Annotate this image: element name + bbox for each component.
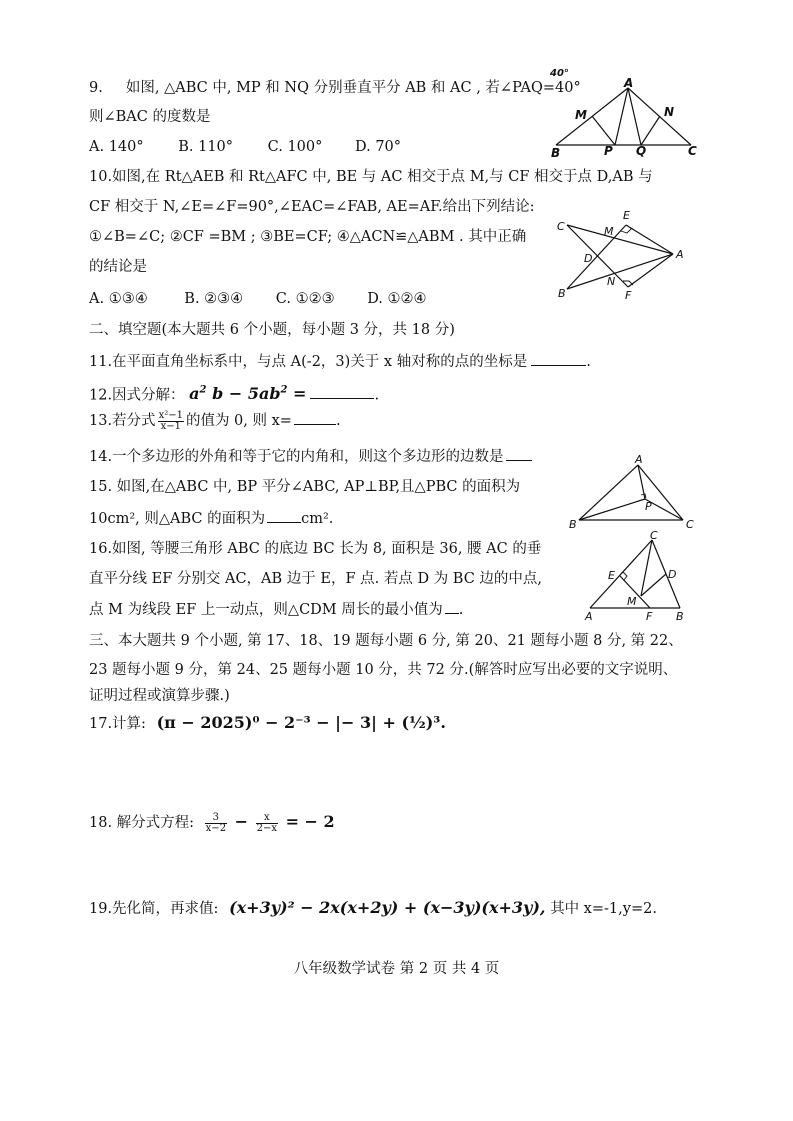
q13-line <box>89 410 341 432</box>
q15-answer-blank[interactable] <box>267 508 301 523</box>
q16-line3 <box>89 599 463 620</box>
q12-expr-a: a <box>189 384 200 404</box>
q12-expr-sup2: 2 <box>280 385 288 396</box>
q9-text: 如图, △ABC 中, MP 和 NQ 分别垂直平分 AB 和 AC , 若∠PAQ=40° <box>125 80 581 96</box>
q16-label-f: F <box>646 610 653 623</box>
q18-text: 18. 解分式方程: <box>89 815 195 831</box>
q9-option-b: B. 110° <box>178 139 234 155</box>
q11-line <box>89 351 591 372</box>
q12-expr-b: b − 5ab <box>206 384 281 404</box>
q12-answer-blank[interactable] <box>310 384 374 399</box>
q16-label-e: E <box>608 569 615 582</box>
q9-label-m: M <box>575 108 587 122</box>
q16-line1: 16.如图, 等腰三角形 ABC 的底边 BC 长为 8, 面积是 36, 腰 AC 的垂 <box>89 541 542 557</box>
section-3-line3: 证明过程或演算步骤.) <box>89 688 230 704</box>
q9-label-q: Q <box>636 144 647 158</box>
q10-line4: 的结论是 <box>89 259 147 275</box>
q10-label-f: F <box>625 289 632 302</box>
q16-label-a: A <box>585 610 593 623</box>
q15-label-a: A <box>635 453 643 466</box>
q18-rhs: = − 2 <box>280 812 335 831</box>
q16-label-c: C <box>650 529 658 542</box>
page-footer: 八年级数学试卷 第 2 页 共 4 页 <box>293 961 500 977</box>
q17-text: 17.计算: <box>89 716 146 732</box>
q15-figure <box>565 455 700 535</box>
section-2-heading: 二、填空题(本大题共 6 个小题，每小题 3 分，共 18 分) <box>89 322 455 338</box>
q14-line <box>89 446 532 467</box>
q10-options <box>89 289 427 309</box>
q10-line1: 10.如图,在 Rt△AEB 和 Rt△AFC 中, BE 与 AC 相交于点 M,与 CF 相交于点 D,AB 与 <box>89 169 653 185</box>
q18-line <box>89 812 335 834</box>
q10-option-b: B. ②③④ <box>184 291 244 307</box>
q11-end: . <box>586 354 591 370</box>
q15-label-c: C <box>686 518 694 531</box>
q10-label-c: C <box>557 220 565 233</box>
q10-option-c: C. ①②③ <box>275 291 335 307</box>
q15-label-p: P <box>645 500 652 513</box>
q9-line1 <box>89 78 581 98</box>
q18-f1-numerator: 3 <box>205 813 227 824</box>
q9-figure <box>548 68 698 160</box>
q15-text: 10cm², 则△ABC 的面积为 <box>89 511 266 527</box>
q16-label-m: M <box>627 595 637 608</box>
q17-expression: (π − 2025)⁰ − 2⁻³ − |− 3| + (½)³. <box>156 713 446 732</box>
q15-line2 <box>89 508 333 529</box>
section-3-line1: 三、本大题共 9 个小题, 第 17、18、19 题每小题 6 分, 第 20、21 题每小题 8 分, 第 22、 <box>89 633 683 649</box>
q14-text: 14.一个多边形的外角和等于它的内角和，则这个多边形的边数是 <box>89 449 504 465</box>
q15-label-b: B <box>569 518 577 531</box>
q19-expression: (x+3y)² − 2x(x+2y) + (x−3y)(x+3y), <box>229 898 546 917</box>
q10-label-d: D <box>584 252 593 265</box>
q9-option-a: A. 140° <box>89 139 144 155</box>
q18-f1-denominator: x−2 <box>205 822 227 834</box>
q18-fraction-1 <box>205 813 227 834</box>
q12-expr-sup1: 2 <box>199 385 207 396</box>
q18-minus: − <box>229 812 254 831</box>
q9-options <box>89 137 401 157</box>
q11-answer-blank[interactable] <box>531 351 586 366</box>
q13-answer-blank[interactable] <box>294 410 336 425</box>
q9-number: 9. <box>89 80 103 96</box>
q16-end: . <box>458 602 464 618</box>
q19-tail: 其中 x=-1,y=2. <box>550 901 657 917</box>
q16-label-d: D <box>668 568 677 581</box>
q16-text: 点 M 为线段 EF 上一动点，则△CDM 周长的最小值为 <box>89 602 443 618</box>
q10-figure <box>553 205 693 305</box>
q9-label-b: B <box>551 146 561 160</box>
q10-label-b: B <box>558 287 566 300</box>
q18-f2-numerator: x <box>256 813 278 824</box>
q12-text: 12.因式分解： <box>89 387 185 404</box>
q13-text2: 的值为 0, 则 x= <box>185 413 292 429</box>
q10-line3: ①∠B=∠C; ②CF =BM ; ③BE=CF; ④△ACN≌△ABM . 其中正确 <box>89 229 527 245</box>
q15-line1: 15. 如图,在△ABC 中, BP 平分∠ABC, AP⊥BP,且△PBC 的面积为 <box>89 479 521 495</box>
q10-label-e: E <box>623 209 630 222</box>
q9-line2: 则∠BAC 的度数是 <box>89 109 211 125</box>
q9-label-a: A <box>624 76 634 90</box>
q13-end: . <box>335 413 341 429</box>
q10-option-a: A. ①③④ <box>89 291 148 307</box>
q12-line <box>89 381 379 405</box>
q9-label-angle: 40° <box>550 68 569 79</box>
q9-label-c: C <box>688 144 697 158</box>
q16-answer-blank[interactable] <box>445 599 459 614</box>
q13-fraction <box>158 411 184 432</box>
q16-line2: 直平分线 EF 分别交 AC，AB 边于 E，F 点. 若点 D 为 BC 边的中点, <box>89 571 543 587</box>
q18-f2-denominator: 2−x <box>256 822 277 834</box>
q12-end: . <box>374 387 380 404</box>
q13-denominator: x−1 <box>160 420 181 432</box>
q15-unit: cm². <box>301 511 334 527</box>
q9-label-p: P <box>604 144 613 158</box>
q10-label-n: N <box>607 275 616 288</box>
section-3-line2: 23 题每小题 9 分，第 24、25 题每小题 10 分，共 72 分.(解答时应写出必要的文字说明、 <box>89 662 678 678</box>
q9-option-d: D. 70° <box>355 139 402 155</box>
q12-expr-eq: = <box>287 384 307 404</box>
q18-fraction-2 <box>256 813 278 834</box>
q10-label-m: M <box>604 225 614 238</box>
q9-option-c: C. 100° <box>267 139 323 155</box>
q16-figure <box>580 530 700 625</box>
q10-option-d: D. ①②④ <box>367 291 427 307</box>
q13-numerator: x²−1 <box>158 409 183 421</box>
q16-label-b: B <box>676 610 684 623</box>
q11-text: 11.在平面直角坐标系中，与点 A(-2，3)关于 x 轴对称的点的坐标是 <box>89 354 528 370</box>
q14-answer-blank[interactable] <box>506 446 532 461</box>
q17-line <box>89 713 446 734</box>
q13-text: 13.若分式 <box>89 413 156 429</box>
q10-line2: CF 相交于 N,∠E=∠F=90°,∠EAC=∠FAB, AE=AF.给出下列结论: <box>89 199 535 215</box>
q10-label-a: A <box>676 248 684 261</box>
q12-expression <box>189 384 306 403</box>
q19-line <box>89 898 657 919</box>
q9-label-n: N <box>664 105 675 119</box>
q19-text: 19.先化简，再求值: <box>89 901 219 917</box>
